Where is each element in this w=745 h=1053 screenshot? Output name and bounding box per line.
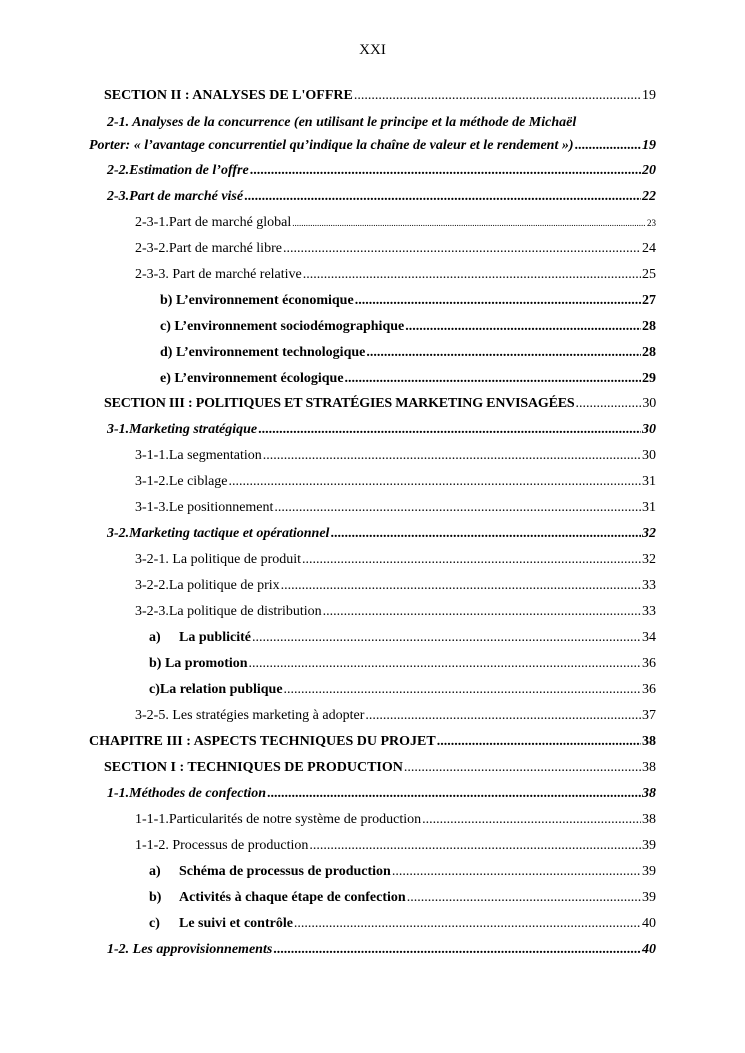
dot-leader: [294, 916, 641, 932]
toc-entry-title: 3-2-5. Les stratégies marketing à adopter: [135, 708, 365, 723]
toc-entry-2-3-2[interactable]: [135, 241, 656, 263]
dot-leader: [252, 630, 641, 646]
toc-entry-suivi-controle[interactable]: [149, 916, 656, 938]
toc-entry-title: 2-3.Part de marché visé: [107, 189, 244, 204]
toc-entry-page: 23: [647, 218, 656, 228]
toc-entry-2-2[interactable]: [107, 163, 656, 185]
dot-leader: [345, 371, 641, 387]
toc-entry-title: 2-2.Estimation de l’offre: [107, 163, 249, 178]
dot-leader: [302, 552, 641, 568]
toc-entry-schema-processus[interactable]: [149, 864, 656, 886]
toc-entry-2-3[interactable]: [107, 189, 656, 211]
dot-leader: [263, 448, 641, 464]
toc-entry-title: SECTION II : ANALYSES DE L'OFFRE: [104, 88, 353, 103]
dot-leader: [283, 241, 641, 257]
toc-entry-page: 39: [642, 864, 656, 879]
toc-entry-title: b) La promotion: [149, 656, 248, 671]
toc-entry-env-c[interactable]: [160, 319, 656, 341]
toc-entry-title: e) L’environnement écologique: [160, 371, 344, 386]
toc-entry-page: 38: [642, 734, 656, 749]
dot-leader: [365, 708, 641, 724]
toc-entry-3-1-1[interactable]: [135, 448, 656, 470]
toc-entry-chapitre-iii[interactable]: [89, 734, 656, 756]
toc-entry-title: 3-1-2.Le ciblage: [135, 474, 228, 489]
dot-leader: [292, 218, 646, 228]
toc-entry-title: SECTION III : POLITIQUES ET STRATÉGIES MARKETING ENVISAGÉES: [104, 396, 575, 411]
toc-entry-title: 2-3-3. Part de marché relative: [135, 267, 302, 282]
toc-entry-title: Schéma de processus de production: [179, 864, 391, 879]
toc-entry-page: 20: [642, 163, 656, 178]
toc-entry-2-1[interactable]: [89, 138, 656, 160]
toc-entry-page: 39: [642, 890, 656, 905]
toc-entry-marker: a): [149, 864, 161, 879]
toc-entry-3-1-3[interactable]: [135, 500, 656, 522]
toc-entry-1-1-2[interactable]: [135, 838, 656, 860]
toc-entry-page: 19: [642, 138, 656, 153]
dot-leader: [249, 656, 641, 672]
dot-leader: [404, 760, 641, 776]
toc-entry-promotion[interactable]: [149, 656, 656, 678]
dot-leader: [355, 293, 641, 309]
toc-entry-page: 40: [642, 916, 656, 931]
toc-entry-2-1-line1[interactable]: 2-1. Analyses de la concurrence (en utilisant le principe et la méthode de Michaël: [107, 115, 577, 130]
toc-entry-section-iii[interactable]: [104, 396, 656, 418]
toc-entry-page: 32: [642, 552, 656, 567]
toc-entry-page: 30: [642, 396, 656, 411]
toc-entry-marker: c): [149, 916, 160, 931]
toc-entry-title: 2-3-1.Part de marché global: [135, 215, 292, 230]
dot-leader: [323, 604, 641, 620]
dot-leader: [405, 319, 641, 335]
dot-leader: [575, 138, 641, 154]
toc-entry-page: 27: [642, 293, 656, 308]
toc-entry-1-1[interactable]: [107, 786, 656, 808]
toc-entry-page: 30: [642, 422, 656, 437]
dot-leader: [437, 734, 641, 750]
toc-entry-page: 37: [642, 708, 656, 723]
toc-entry-title: 1-1.Méthodes de confection: [107, 786, 267, 801]
toc-entry-title: c)La relation publique: [149, 682, 283, 697]
toc-entry-title: c) L’environnement sociodémographique: [160, 319, 405, 334]
dot-leader: [407, 890, 641, 906]
toc-entry-page: 38: [642, 760, 656, 775]
toc-entry-page: 34: [642, 630, 656, 645]
dot-leader: [244, 189, 641, 205]
toc-entry-3-2-3[interactable]: [135, 604, 656, 626]
toc-entry-title: 3-2-1. La politique de produit: [135, 552, 302, 567]
toc-entry-title: 3-2-3.La politique de distribution: [135, 604, 322, 619]
toc-entry-3-2-1[interactable]: [135, 552, 656, 574]
toc-entry-2-3-1[interactable]: [135, 215, 656, 237]
toc-entry-title: 3-1-1.La segmentation: [135, 448, 262, 463]
toc-entry-publicite[interactable]: [149, 630, 656, 652]
toc-entry-title: 2-3-2.Part de marché libre: [135, 241, 282, 256]
toc-entry-page: 31: [642, 500, 656, 515]
dot-leader: [303, 267, 641, 283]
dot-leader: [309, 838, 641, 854]
toc-entry-2-3-3[interactable]: [135, 267, 656, 289]
dot-leader: [250, 163, 641, 179]
toc-entry-3-1[interactable]: [107, 422, 656, 444]
dot-leader: [284, 682, 641, 698]
dot-leader: [575, 396, 641, 412]
toc-entry-page: 38: [642, 812, 656, 827]
toc-entry-section-ii[interactable]: [104, 88, 656, 110]
toc-entry-title: 1-1-1.Particularités de notre système de production: [135, 812, 422, 827]
toc-entry-marker: b): [149, 890, 162, 905]
toc-entry-title: 3-1-3.Le positionnement: [135, 500, 274, 515]
toc-entry-relation-publique[interactable]: [149, 682, 656, 704]
toc-entry-3-2[interactable]: [107, 526, 656, 548]
toc-entry-page: 40: [642, 942, 656, 957]
toc-entry-title: d) L’environnement technologique: [160, 345, 366, 360]
toc-entry-title: 3-1.Marketing stratégique: [107, 422, 258, 437]
dot-leader: [354, 88, 641, 104]
dot-leader: [258, 422, 641, 438]
dot-leader: [392, 864, 641, 880]
dot-leader: [281, 578, 641, 594]
dot-leader: [422, 812, 641, 828]
toc-entry-page: 31: [642, 474, 656, 489]
toc-entry-title: CHAPITRE III : ASPECTS TECHNIQUES DU PROJET: [89, 734, 436, 749]
toc-entry-title: 1-2. Les approvisionnements: [107, 942, 273, 957]
toc-entry-title: La publicité: [179, 630, 251, 645]
toc-entry-page: 24: [642, 241, 656, 256]
toc-entry-page: 25: [642, 267, 656, 282]
toc-entry-page: 38: [642, 786, 656, 801]
toc-entry-env-b[interactable]: [160, 293, 656, 315]
toc-entry-title: Activités à chaque étape de confection: [179, 890, 406, 905]
toc-entry-marker: a): [149, 630, 161, 645]
toc-entry-c3-section-i[interactable]: [104, 760, 656, 782]
toc-entry-3-2-2[interactable]: [135, 578, 656, 600]
toc-entry-title: 3-2-2.La politique de prix: [135, 578, 280, 593]
toc-entry-page: 36: [642, 682, 656, 697]
dot-leader: [273, 942, 641, 958]
toc-entry-page: 30: [642, 448, 656, 463]
toc-entry-activites-confection[interactable]: [149, 890, 656, 912]
toc-entry-page: 36: [642, 656, 656, 671]
toc-entry-page: 33: [642, 604, 656, 619]
toc-entry-page: 28: [642, 345, 656, 360]
toc-entry-title: SECTION I : TECHNIQUES DE PRODUCTION: [104, 760, 403, 775]
toc-entry-page: 28: [642, 319, 656, 334]
toc-entry-1-2[interactable]: [107, 942, 656, 964]
toc-entry-title: Porter: « l’avantage concurrentiel qu’indique la chaîne de valeur et le rendement »): [89, 138, 574, 153]
toc-entry-env-d[interactable]: [160, 345, 656, 367]
dot-leader: [366, 345, 641, 361]
toc-entry-title: b) L’environnement économique: [160, 293, 354, 308]
toc-entry-page: 22: [642, 189, 656, 204]
dot-leader: [267, 786, 641, 802]
toc-entry-page: 32: [642, 526, 656, 541]
toc-entry-1-1-1[interactable]: [135, 812, 656, 834]
toc-entry-title: 3-2.Marketing tactique et opérationnel: [107, 526, 330, 541]
toc-entry-page: 19: [642, 88, 656, 103]
toc-entry-env-e[interactable]: [160, 371, 656, 393]
toc-entry-3-2-5[interactable]: [135, 708, 656, 730]
toc-entry-page: 33: [642, 578, 656, 593]
dot-leader: [330, 526, 641, 542]
dot-leader: [229, 474, 641, 490]
page-number: XXI: [359, 42, 386, 58]
dot-leader: [274, 500, 641, 516]
toc-entry-3-1-2[interactable]: [135, 474, 656, 496]
toc-entry-page: 39: [642, 838, 656, 853]
toc-entry-page: 29: [642, 371, 656, 386]
toc-entry-title: Le suivi et contrôle: [179, 916, 293, 931]
toc-entry-title: 1-1-2. Processus de production: [135, 838, 309, 853]
